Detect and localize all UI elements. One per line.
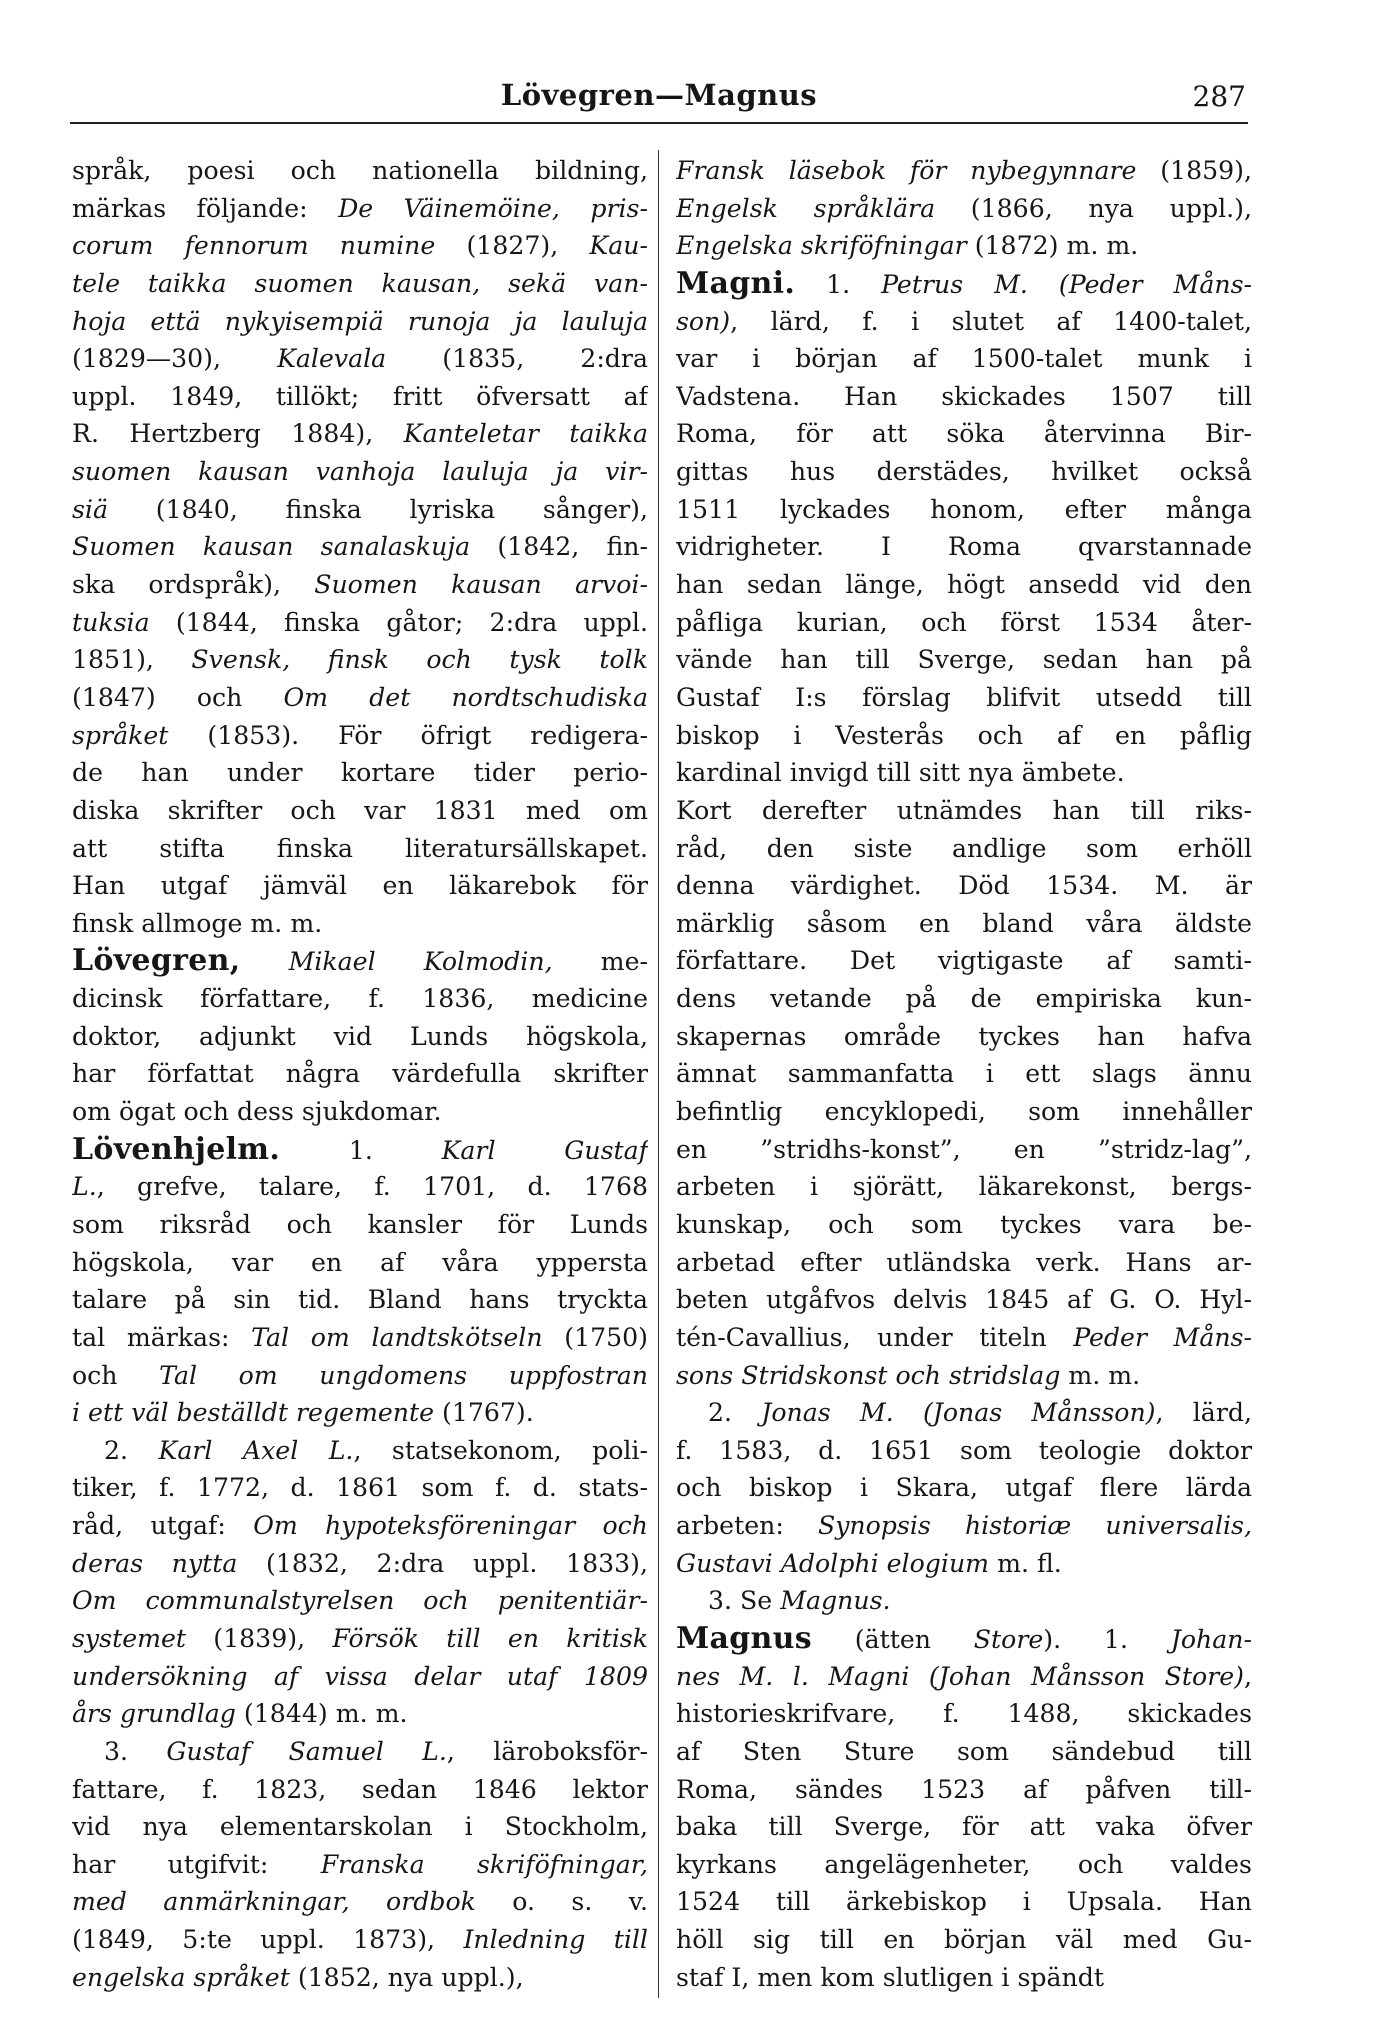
text-segment: R. Hertzberg 1884), <box>72 419 404 449</box>
text-line <box>676 528 1252 566</box>
text-segment: beten utgåfvos delvis 1845 af G. O. Hyl- <box>676 1285 1252 1315</box>
text-segment: har utgifvit: <box>72 1849 321 1879</box>
text-segment: ska ordspråk), <box>72 570 315 600</box>
italic-title: tuksia <box>72 607 150 637</box>
text-segment: tén-Cavallius, under titeln <box>676 1322 1074 1352</box>
text-segment: (1849, 5:te uppl. 1873), <box>72 1925 464 1955</box>
text-segment: en ”stridhs-konst”, en ”stridz-lag”, <box>676 1134 1252 1164</box>
text-segment: om ögat och dess sjukdomar. <box>72 1097 442 1127</box>
text-segment: (1847) och <box>72 682 284 712</box>
text-segment: har författat några värdefulla skrifter <box>72 1059 648 1089</box>
text-segment: staf I, men kom slutligen i spändt <box>676 1962 1104 1992</box>
italic-title: Karl Gustaf <box>441 1135 648 1165</box>
text-line <box>72 1394 648 1432</box>
text-segment: de han under kortare tider perio- <box>72 758 648 788</box>
italic-title: Engelsk språklära <box>676 193 936 223</box>
italic-title: suomen kausan vanhoja lauluja ja vir- <box>72 457 648 487</box>
text-segment: vidrigheter. I Roma qvarstannade <box>676 532 1252 562</box>
text-segment: , <box>1243 1661 1252 1691</box>
text-segment: han sedan länge, högt ansedd vid den <box>676 570 1252 600</box>
text-segment: arbeten: <box>676 1511 818 1541</box>
text-line <box>72 1808 648 1846</box>
text-segment: som riksråd och kansler för Lunds <box>72 1209 648 1239</box>
text-line <box>72 830 648 868</box>
text-segment: dicinsk författare, f. 1836, medicine <box>72 984 648 1014</box>
text-line <box>676 378 1252 416</box>
italic-title: Försök till en kritisk <box>332 1623 648 1653</box>
text-segment: högskola, var en af våra yppersta <box>72 1247 648 1277</box>
text-segment: (1842, fin- <box>470 532 648 562</box>
text-segment: Gustaf I:s förslag blifvit utsedd till <box>676 682 1252 712</box>
text-line <box>72 1733 648 1771</box>
italic-title: deras nytta <box>72 1548 238 1578</box>
italic-title: Jonas M. (Jonas Månsson) <box>761 1398 1156 1428</box>
italic-title: Mikael Kolmodin, <box>288 947 553 977</box>
text-segment: (1840, finska lyriska sånger), <box>108 494 648 524</box>
text-segment: råd, den siste andlige som erhöll <box>676 833 1252 863</box>
text-line <box>72 905 648 943</box>
italic-title: hoja että nykyisempiä runoja ja lauluja <box>72 306 648 336</box>
text-line <box>72 1846 648 1884</box>
text-line <box>72 1319 648 1357</box>
text-line <box>72 1620 648 1658</box>
text-line <box>676 905 1252 943</box>
text-line <box>72 227 648 265</box>
text-segment: tal märkas: <box>72 1322 252 1352</box>
text-line <box>676 942 1252 980</box>
text-line <box>676 190 1252 228</box>
italic-title: Kanteletar taikka <box>403 419 648 449</box>
text-segment: (1859), <box>1136 156 1252 185</box>
text-segment: af Sten Sture som sändebud till <box>676 1736 1252 1766</box>
italic-title: Karl Axel L. <box>158 1435 354 1465</box>
text-line <box>676 1959 1252 1997</box>
italic-title: Svensk, finsk och tysk tolk <box>191 645 648 675</box>
text-line <box>72 1281 648 1319</box>
italic-title: De Väinemöine, pris- <box>338 193 648 223</box>
text-segment: råd, utgaf: <box>72 1511 254 1541</box>
text-line <box>72 303 648 341</box>
text-line <box>72 641 648 679</box>
text-segment: fattare, f. 1823, sedan 1846 lektor <box>72 1774 648 1804</box>
text-line <box>72 1357 648 1395</box>
italic-title: Tal om landtskötseln <box>251 1322 543 1352</box>
text-line <box>676 717 1252 755</box>
text-segment: var i början af 1500-talet munk i <box>676 344 1252 374</box>
text-segment: ämnat sammanfatta i ett slags ännu <box>676 1059 1252 1089</box>
text-segment: , lärd, f. i slutet af 1400-talet, <box>730 306 1252 336</box>
text-segment: Roma, sändes 1523 af påfven till- <box>676 1774 1252 1804</box>
text-line <box>72 717 648 755</box>
text-line <box>676 340 1252 378</box>
text-segment: me- <box>552 947 648 977</box>
text-segment: kunskap, och som tyckes vara be- <box>676 1209 1252 1239</box>
text-segment: finsk allmoge m. m. <box>72 908 323 938</box>
italic-title: års grundlag <box>72 1699 236 1729</box>
text-segment: ). 1. <box>1043 1624 1171 1654</box>
text-segment: 1851), <box>72 645 192 675</box>
italic-title: Inledning till <box>463 1925 648 1955</box>
text-line <box>676 1921 1252 1959</box>
italic-title: Suomen kausan sanalaskuja <box>72 532 471 562</box>
text-segment: gittas hus derstädes, hvilket också <box>676 457 1252 487</box>
text-segment: o. s. v. <box>475 1887 648 1917</box>
text-segment: dens vetande på de empiriska kun- <box>676 984 1252 1014</box>
text-segment: , statsekonom, poli- <box>353 1435 648 1465</box>
text-segment: 3. Se <box>708 1586 781 1616</box>
text-segment: 3. <box>104 1736 167 1766</box>
text-segment: (1853). För öfrigt redigera- <box>168 720 648 750</box>
text-line <box>72 604 648 642</box>
text-line <box>72 1168 648 1206</box>
italic-title: undersökning af vissa delar utaf 1809 <box>72 1661 648 1691</box>
text-line <box>676 1093 1252 1131</box>
text-segment: höll sig till en början väl med Gu- <box>676 1925 1252 1955</box>
text-segment: (1852, nya uppl.), <box>289 1962 524 1992</box>
entry-headword: Magni. <box>676 265 796 301</box>
text-segment: talare på sin tid. Bland hans tryckta <box>72 1285 648 1315</box>
text-line <box>72 340 648 378</box>
text-line <box>676 1771 1252 1809</box>
italic-title: Petrus M. (Peder Måns- <box>881 269 1252 299</box>
text-segment: (1829—30), <box>72 344 278 374</box>
text-segment: 1524 till ärkebiskop i Upsala. Han <box>676 1887 1252 1917</box>
italic-title: engelska språket <box>72 1962 290 1992</box>
text-segment: och <box>72 1360 160 1390</box>
italic-title: nes M. l. Magni (Johan Månsson Store) <box>676 1661 1244 1691</box>
text-segment: uppl. 1849, tillökt; fritt öfversatt af <box>72 381 648 411</box>
text-segment: vände han till Sverge, sedan han på <box>676 645 1252 675</box>
italic-title: corum fennorum numine <box>72 231 436 261</box>
text-line <box>72 1883 648 1921</box>
text-line <box>72 528 648 566</box>
text-segment: m. m. <box>1060 1360 1141 1390</box>
text-segment: (1832, 2:dra uppl. 1833), <box>237 1548 648 1578</box>
text-line <box>676 1733 1252 1771</box>
italic-title: Store <box>973 1624 1044 1654</box>
italic-title: Johan- <box>1170 1624 1252 1654</box>
text-segment: befintlig encyklopedi, som innehåller <box>676 1097 1252 1127</box>
italic-title: Magnus. <box>780 1586 891 1616</box>
text-segment: (1839), <box>186 1623 333 1653</box>
text-segment: kyrkans angelägenheter, och valdes <box>676 1849 1252 1879</box>
text-line <box>72 1469 648 1507</box>
text-line <box>72 1658 648 1696</box>
text-line <box>676 679 1252 717</box>
text-line <box>72 1545 648 1583</box>
text-segment: (1750) <box>542 1322 648 1352</box>
italic-title: Fransk läsebok för nybegynnare <box>676 156 1137 185</box>
text-line <box>72 491 648 529</box>
text-segment: Roma, för att söka återvinna Bir- <box>676 419 1252 449</box>
text-segment <box>240 947 288 976</box>
entry-headword: Lövenhjelm. <box>72 1131 281 1167</box>
text-line <box>676 1131 1252 1169</box>
text-segment: att stifta finska literatursällskapet. <box>72 833 648 863</box>
text-line <box>676 1846 1252 1884</box>
italic-title: systemet <box>72 1623 187 1653</box>
text-segment: (1872) m. m. <box>966 231 1139 261</box>
text-segment: m. fl. <box>989 1548 1062 1578</box>
text-segment: , grefve, talare, f. 1701, d. 1768 <box>96 1172 648 1202</box>
text-segment: 1. <box>795 269 882 299</box>
text-line <box>72 190 648 228</box>
text-line <box>72 1695 648 1733</box>
text-line <box>676 830 1252 868</box>
italic-title: son) <box>676 306 731 336</box>
italic-title: sons Stridskonst och stridslag <box>676 1360 1061 1390</box>
text-line <box>72 1206 648 1244</box>
text-line <box>676 265 1252 303</box>
text-line <box>72 1018 648 1056</box>
running-title: Lövegren—Magnus <box>500 78 818 112</box>
text-line <box>72 942 648 980</box>
text-line <box>72 1771 648 1809</box>
text-line <box>676 792 1252 830</box>
column-divider <box>658 150 659 1998</box>
text-segment: biskop i Vesterås och af en påflig <box>676 720 1252 750</box>
italic-title: Engelska skriföfningar <box>676 231 967 261</box>
text-segment: tiker, f. 1772, d. 1861 som f. d. stats- <box>72 1473 648 1503</box>
text-line <box>676 1658 1252 1696</box>
text-segment: Han utgaf jämväl en läkarebok för <box>72 871 648 901</box>
italic-title: Suomen kausan arvoi- <box>314 570 648 600</box>
text-line <box>676 415 1252 453</box>
text-segment: (1844, finska gåtor; 2:dra uppl. <box>149 607 648 637</box>
text-line <box>676 1055 1252 1093</box>
text-segment: Vadstena. Han skickades 1507 till <box>676 381 1252 411</box>
text-line <box>72 792 648 830</box>
text-segment: (1844) m. m. <box>235 1699 408 1729</box>
text-segment: (1827), <box>435 231 590 261</box>
text-segment: Kort derefter utnämdes han till riks- <box>676 795 1252 825</box>
text-line <box>676 980 1252 1018</box>
text-line <box>676 1357 1252 1395</box>
italic-title: Synopsis historiæ universalis, <box>817 1511 1252 1541</box>
entry-headword: Lövegren, <box>72 943 241 979</box>
text-segment: påfliga kurian, och först 1534 åter- <box>676 607 1252 637</box>
text-line <box>676 754 1252 792</box>
text-line <box>72 152 648 190</box>
text-line <box>72 415 648 453</box>
text-line <box>676 641 1252 679</box>
italic-title: tele taikka suomen kausan, sekä van- <box>72 268 648 298</box>
text-line <box>72 1507 648 1545</box>
text-segment: (1866, nya uppl.), <box>935 193 1252 223</box>
text-line <box>72 1582 648 1620</box>
text-line <box>676 1432 1252 1470</box>
italic-title: siä <box>72 494 108 524</box>
text-segment: (1835, 2:dra <box>386 344 648 374</box>
italic-title: språket <box>72 720 169 750</box>
text-line <box>676 1883 1252 1921</box>
italic-title: Peder Måns- <box>1073 1322 1252 1352</box>
text-line <box>72 1244 648 1282</box>
text-segment: diska skrifter och var 1831 med om <box>72 795 648 825</box>
text-segment: , läroboksför- <box>446 1736 648 1766</box>
text-line <box>72 1055 648 1093</box>
text-segment: , lärd, <box>1155 1398 1252 1428</box>
italic-title: Gustavi Adolphi elogium <box>676 1548 990 1578</box>
text-line <box>676 227 1252 265</box>
text-segment: 2. <box>104 1435 159 1465</box>
text-segment: (1767). <box>434 1398 534 1428</box>
italic-title: Kau- <box>589 231 648 261</box>
text-segment: 1511 lyckades honom, efter många <box>676 494 1252 524</box>
text-line <box>676 1281 1252 1319</box>
text-line <box>676 1206 1252 1244</box>
text-line <box>676 1507 1252 1545</box>
text-line <box>676 1244 1252 1282</box>
text-line <box>72 378 648 416</box>
text-line <box>676 867 1252 905</box>
text-segment: märklig såsom en bland våra äldste <box>676 908 1252 938</box>
text-line <box>676 1808 1252 1846</box>
text-line <box>676 491 1252 529</box>
italic-title: L. <box>72 1172 97 1202</box>
text-line <box>676 1469 1252 1507</box>
italic-title: Om det nordtschudiska <box>283 682 648 712</box>
text-segment: (ätten <box>811 1624 974 1654</box>
italic-title: Om communalstyrelsen och penitentiär- <box>72 1586 648 1616</box>
text-line <box>676 1018 1252 1056</box>
italic-title: Gustaf Samuel L. <box>166 1736 447 1766</box>
text-line <box>676 1582 1252 1620</box>
text-line <box>72 1921 648 1959</box>
text-line <box>72 453 648 491</box>
text-segment: språk, poesi och nationella bildning, <box>72 156 648 185</box>
text-line <box>72 265 648 303</box>
text-segment: och biskop i Skara, utgaf flere lärda <box>676 1473 1252 1503</box>
text-line <box>72 867 648 905</box>
text-segment: arbeten i sjörätt, läkarekonst, bergs- <box>676 1172 1252 1202</box>
text-segment: f. 1583, d. 1651 som teologie doktor <box>676 1435 1252 1465</box>
text-line <box>676 1394 1252 1432</box>
text-segment: arbetad efter utländska verk. Hans ar- <box>676 1247 1252 1277</box>
page-number: 287 <box>1192 80 1246 113</box>
text-segment: kardinal invigd till sitt nya ämbete. <box>676 758 1125 788</box>
text-segment: historieskrifvare, f. 1488, skickades <box>676 1699 1252 1729</box>
text-line <box>676 152 1252 190</box>
text-segment: vid nya elementarskolan i Stockholm, <box>72 1812 648 1842</box>
text-line <box>676 1168 1252 1206</box>
left-column <box>72 152 648 1996</box>
italic-title: Kalevala <box>277 344 387 374</box>
text-line <box>72 1432 648 1470</box>
text-line <box>72 679 648 717</box>
text-line <box>72 1093 648 1131</box>
right-column <box>676 152 1252 1996</box>
text-line <box>676 1319 1252 1357</box>
text-segment: 1. <box>280 1135 442 1165</box>
text-line <box>72 980 648 1018</box>
text-line <box>676 303 1252 341</box>
text-line <box>676 566 1252 604</box>
text-segment: märkas följande: <box>72 193 339 223</box>
text-line <box>676 1620 1252 1658</box>
text-segment: skapernas område tyckes han hafva <box>676 1021 1252 1051</box>
text-segment: 2. <box>708 1398 762 1428</box>
text-line <box>72 1131 648 1169</box>
running-header <box>70 76 1248 124</box>
italic-title: Om hypoteksföreningar och <box>253 1511 648 1541</box>
text-line <box>676 1695 1252 1733</box>
text-line <box>72 566 648 604</box>
text-line <box>676 1545 1252 1583</box>
entry-headword: Magnus <box>676 1620 812 1656</box>
text-line <box>676 604 1252 642</box>
italic-title: i ett väl beställdt regemente <box>72 1398 434 1428</box>
italic-title: Franska skriföfningar, <box>320 1849 648 1879</box>
text-line <box>676 453 1252 491</box>
text-segment: författare. Det vigtigaste af samti- <box>676 946 1252 976</box>
text-segment: denna värdighet. Död 1534. M. är <box>676 871 1252 901</box>
italic-title: med anmärkningar, ordbok <box>72 1887 476 1917</box>
text-line <box>72 1959 648 1997</box>
italic-title: Tal om ungdomens uppfostran <box>159 1360 648 1390</box>
text-segment: baka till Sverge, för att vaka öfver <box>676 1812 1252 1842</box>
text-segment: doktor, adjunkt vid Lunds högskola, <box>72 1021 648 1051</box>
text-line <box>72 754 648 792</box>
